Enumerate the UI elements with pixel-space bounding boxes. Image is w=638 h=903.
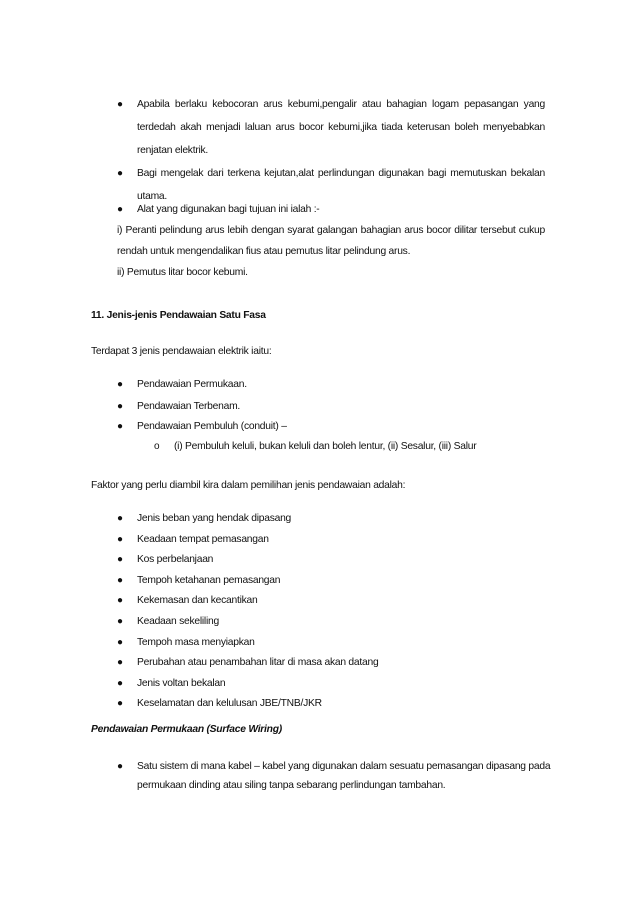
bullet-icon: ● (117, 379, 123, 390)
list-item: Pendawaian Terbenam. (137, 401, 241, 412)
list-item: Kos perbelanjaan (137, 554, 214, 565)
bullet-icon: ● (117, 678, 123, 689)
paragraph-line: ii) Pemutus litar bocor kebumi. (117, 267, 248, 278)
bullet-icon: ● (117, 698, 123, 709)
paragraph-line: Faktor yang perlu diambil kira dalam pemilihan jenis pendawaian adalah: (91, 480, 406, 491)
paragraph-line: Terdapat 3 jenis pendawaian elektrik iaitu: (91, 346, 272, 357)
list-item: Pendawaian Pembuluh (conduit) – (137, 421, 287, 432)
paragraph-line: rendah untuk mengendalikan fius atau pemutus litar pelindung arus. (117, 246, 411, 257)
list-item: Keadaan sekeliling (137, 616, 219, 627)
list-item: Pendawaian Permukaan. (137, 379, 247, 390)
paragraph-line: permukaan dinding atau siling tanpa sebarang perlindungan tambahan. (137, 780, 446, 791)
paragraph-line: Satu sistem di mana kabel – kabel yang digunakan dalam sesuatu pemasangan dipasang pada (137, 761, 551, 772)
bullet-icon: ● (117, 99, 123, 110)
list-item: Kekemasan dan kecantikan (137, 595, 258, 606)
bullet-icon: ● (117, 575, 123, 586)
paragraph-line: utama. (137, 191, 167, 202)
bullet-icon: ● (117, 616, 123, 627)
list-item: Perubahan atau penambahan litar di masa akan datang (137, 657, 379, 668)
bullet-icon: ● (117, 168, 123, 179)
bullet-icon: ● (117, 401, 123, 412)
sub-list-item: (i) Pembuluh keluli, bukan keluli dan boleh lentur, (ii) Sesalur, (iii) Salur (174, 441, 477, 452)
subsection-heading: Pendawaian Permukaan (Surface Wiring) (91, 724, 282, 735)
list-item: Tempoh masa menyiapkan (137, 637, 255, 648)
paragraph-line: i) Peranti pelindung arus lebih dengan syarat galangan bahagian arus bocor dilitar tersebut cukup (117, 225, 545, 236)
bullet-icon: ● (117, 761, 123, 772)
list-item: Keselamatan dan kelulusan JBE/TNB/JKR (137, 698, 322, 709)
list-item: Keadaan tempat pemasangan (137, 534, 269, 545)
bullet-icon: ● (117, 421, 123, 432)
bullet-icon: ● (117, 657, 123, 668)
paragraph-line: Apabila berlaku kebocoran arus kebumi,pengalir atau bahagian logam pepasangan yang (137, 99, 545, 110)
list-item: Tempoh ketahanan pemasangan (137, 575, 281, 586)
paragraph-line: renjatan elektrik. (137, 145, 209, 156)
paragraph-line: Alat yang digunakan bagi tujuan ini ialah :- (137, 204, 320, 215)
bullet-icon: ● (117, 204, 123, 215)
sub-bullet-icon: o (154, 441, 160, 452)
bullet-icon: ● (117, 534, 123, 545)
bullet-icon: ● (117, 595, 123, 606)
list-item: Jenis voltan bekalan (137, 678, 226, 689)
bullet-icon: ● (117, 554, 123, 565)
bullet-icon: ● (117, 637, 123, 648)
section-heading: 11. Jenis-jenis Pendawaian Satu Fasa (91, 310, 266, 321)
bullet-icon: ● (117, 513, 123, 524)
list-item: Jenis beban yang hendak dipasang (137, 513, 292, 524)
paragraph-line: Bagi mengelak dari terkena kejutan,alat perlindungan digunakan bagi memutuskan bekalan (137, 168, 545, 179)
paragraph-line: terdedah akah menjadi laluan arus bocor kebumi,jika tiada keterusan boleh menyebabkan (137, 122, 545, 133)
